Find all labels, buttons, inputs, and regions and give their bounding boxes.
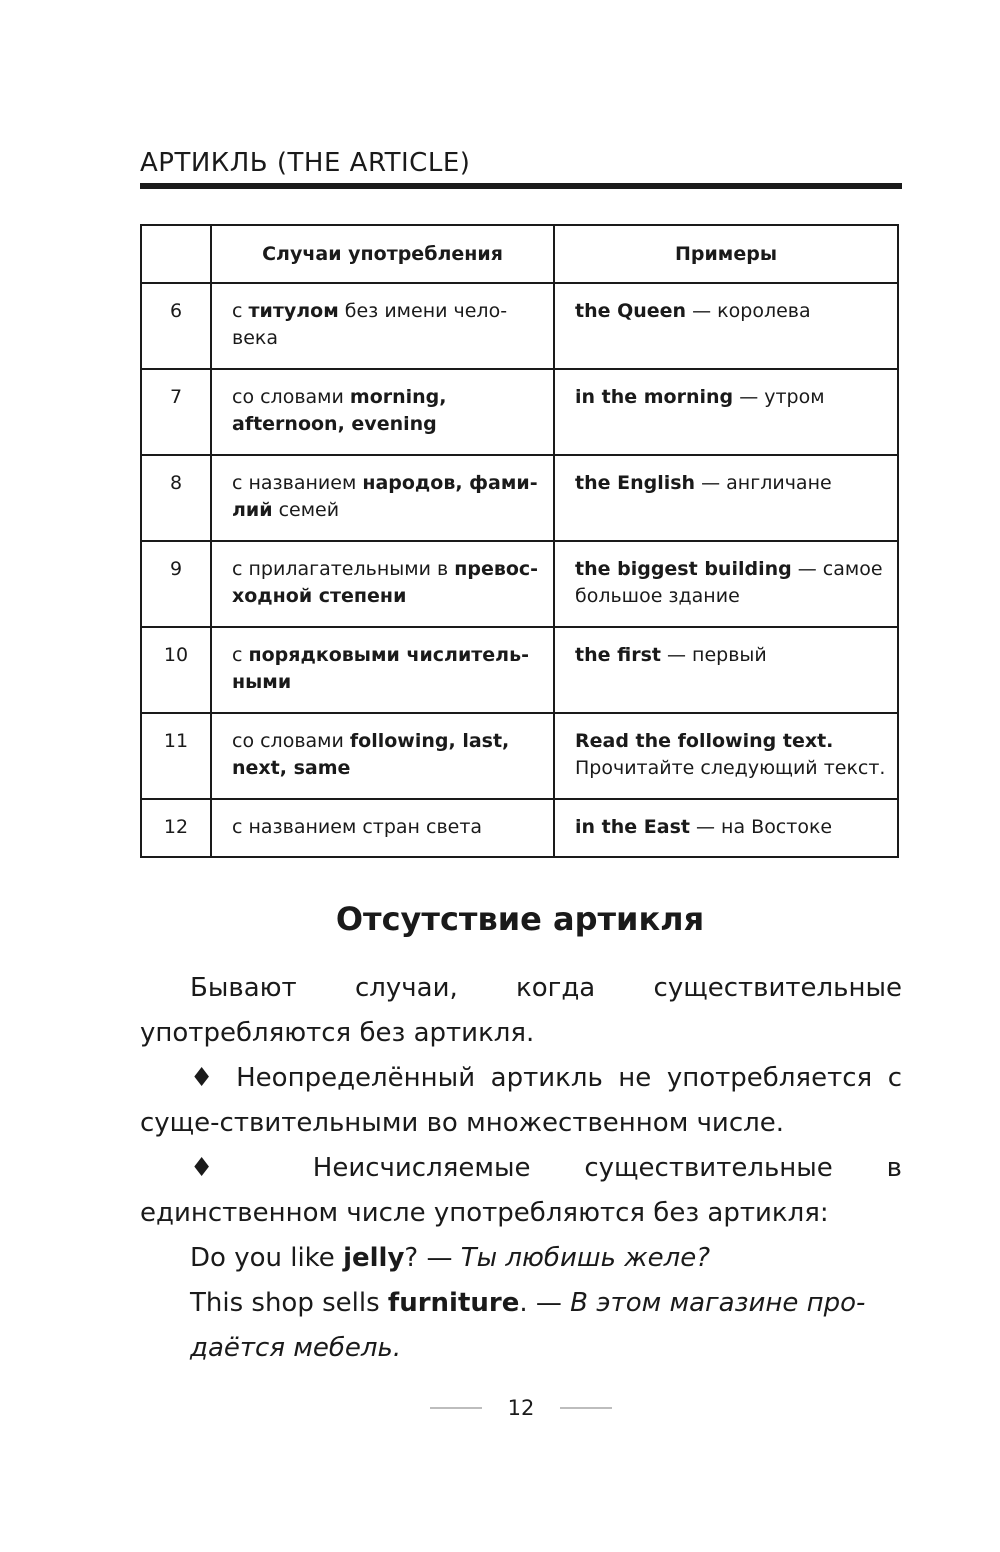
- case-keyword: народов, фами-лий: [232, 472, 538, 521]
- example-translation: — королева: [686, 300, 811, 322]
- case-keyword: титулом: [248, 300, 339, 322]
- table-row: [141, 799, 898, 857]
- page-footer: [430, 1393, 612, 1423]
- header-cases: Случаи употребления: [211, 225, 554, 283]
- case-cell: [211, 541, 554, 627]
- example-cell: [554, 713, 898, 799]
- case-keyword: following, last, next, same: [232, 730, 510, 779]
- paragraph-intro: Бывают случаи, когда существительные употребляются без артикля.: [140, 973, 902, 1048]
- header-rule: [140, 183, 902, 189]
- row-number-cell: [141, 541, 211, 627]
- case-cell: [211, 713, 554, 799]
- example-cell: [554, 799, 898, 857]
- page-number: 12: [507, 1396, 535, 1420]
- case-keyword: morning, afternoon, evening: [232, 386, 447, 435]
- case-cell: [211, 283, 554, 369]
- body-text: [140, 966, 902, 1371]
- example-english: Read the following text.: [575, 730, 834, 752]
- table-row: [141, 713, 898, 799]
- example-cell: [554, 283, 898, 369]
- table-row: [141, 455, 898, 541]
- header-num: [141, 225, 211, 283]
- case-text: с: [232, 644, 249, 666]
- section-title: Отсутствие артикля: [335, 900, 705, 938]
- row-number: 8: [169, 472, 183, 494]
- case-text: со словами: [232, 730, 350, 752]
- case-text-tail: без имени чело-века: [232, 300, 508, 349]
- article-usage-table: [140, 224, 899, 858]
- table-row: [141, 541, 898, 627]
- case-text: с: [232, 300, 249, 322]
- example-translation: — на Востоке: [689, 816, 833, 838]
- example-keyword: jelly: [343, 1243, 405, 1273]
- row-number-cell: [141, 627, 211, 713]
- example-translation: — утром: [733, 386, 825, 408]
- example-dash: . —: [519, 1288, 571, 1318]
- example-sentence: [140, 1281, 902, 1371]
- footer-rule-right: [560, 1407, 612, 1409]
- example-english: in the East: [575, 816, 690, 838]
- table-header-row: [141, 225, 898, 283]
- example-translation: — англичане: [695, 472, 832, 494]
- case-keyword: превос-ходной степени: [232, 558, 539, 607]
- example-cell: [554, 455, 898, 541]
- example-keyword: furniture: [387, 1288, 520, 1318]
- case-text-tail: семей: [272, 499, 340, 521]
- example-english: the biggest building: [575, 558, 792, 580]
- paragraph-uncountable: ♦ Неисчисляемые существительные в единственном числе употребляются без артикля:: [140, 1153, 902, 1228]
- row-number-cell: [141, 713, 211, 799]
- row-number: 10: [163, 644, 189, 666]
- row-number: 12: [163, 816, 189, 838]
- row-number-cell: [141, 283, 211, 369]
- case-text: с прилагательными в: [232, 558, 455, 580]
- example-translation: — первый: [660, 644, 767, 666]
- row-number: 6: [169, 300, 183, 322]
- row-number-cell: [141, 455, 211, 541]
- row-number: 9: [169, 558, 183, 580]
- case-text: со словами: [232, 386, 350, 408]
- paragraph-indefinite-plural: ♦ Неопределённый артикль не употребляется с суще-ствительными во множественном числе.: [140, 1063, 902, 1138]
- case-keyword: порядковыми числитель-ными: [232, 644, 530, 693]
- example-cell: [554, 541, 898, 627]
- table-row: [141, 283, 898, 369]
- header-examples: Примеры: [554, 225, 898, 283]
- case-text: с названием стран света: [232, 816, 483, 838]
- example-cell: [554, 627, 898, 713]
- case-cell: [211, 369, 554, 455]
- row-number-cell: [141, 369, 211, 455]
- row-number-cell: [141, 799, 211, 857]
- example-translation: Ты любишь желе?: [460, 1243, 711, 1273]
- example-english: in the morning: [575, 386, 734, 408]
- example-english-text: Do you like: [190, 1243, 344, 1273]
- example-english-text: This shop sells: [190, 1288, 388, 1318]
- example-english: the Queen: [575, 300, 687, 322]
- case-text: с названием: [232, 472, 363, 494]
- case-cell: [211, 455, 554, 541]
- example-dash: ? —: [404, 1243, 461, 1273]
- example-english: the first: [575, 644, 661, 666]
- row-number: 11: [163, 730, 189, 752]
- example-translation: В этом магазине про-даётся мебель.: [190, 1288, 866, 1363]
- table-row: [141, 627, 898, 713]
- example-translation: Прочитайте следующий текст.: [575, 757, 886, 779]
- example-english: the English: [575, 472, 696, 494]
- running-head: АРТИКЛЬ (THE ARTICLE): [140, 148, 471, 178]
- example-translation: — самое большое здание: [575, 558, 883, 607]
- case-cell: [211, 627, 554, 713]
- example-cell: [554, 369, 898, 455]
- row-number: 7: [169, 386, 183, 408]
- example-sentence: [140, 1236, 902, 1281]
- case-cell: [211, 799, 554, 857]
- table-row: [141, 369, 898, 455]
